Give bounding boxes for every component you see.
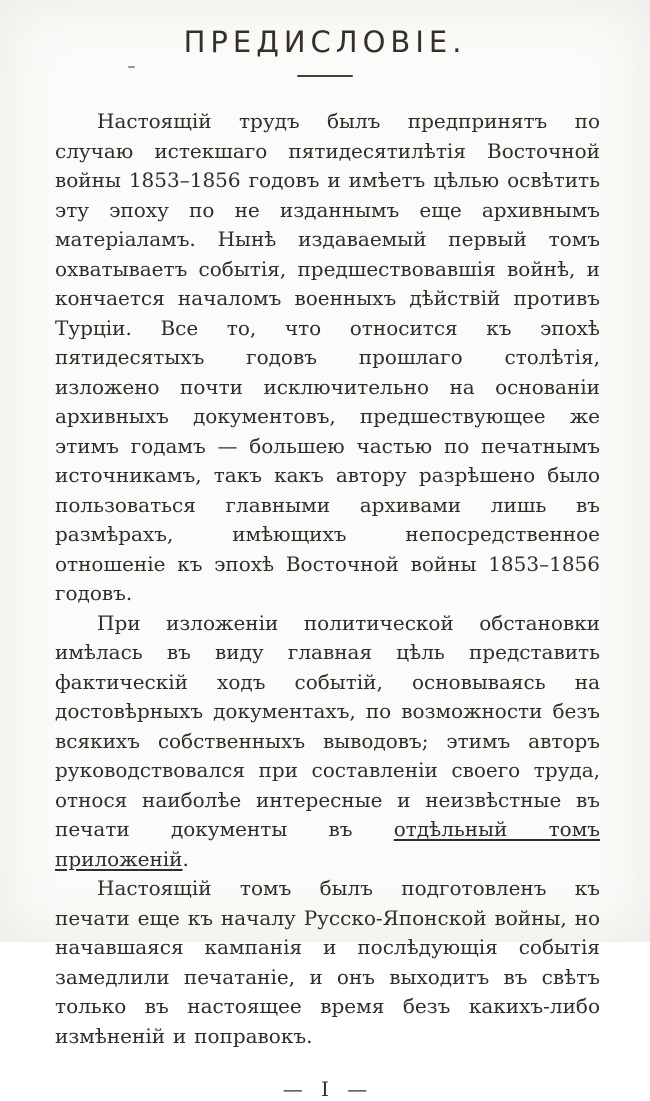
underlined-text: отдѣльный томъ приложеній <box>55 817 600 871</box>
scan-smudge-mark <box>128 66 135 68</box>
page-number: — I — <box>282 1077 368 1101</box>
paragraph-2-end: . <box>182 846 189 871</box>
paragraph-2-text: При изложеніи политической обстановки имѣлась въ виду главная цѣль представить фактическій ходъ событій, основываясь на достовѣрныхъ документахъ, по возможности безъ всякихъ собственныхъ выводовъ; этимъ авторъ руководствовался при составленіи своего труда, относя наиболѣе интересные и неизвѣстные въ печати документы въ <box>55 610 600 841</box>
paragraph-1: Настоящій трудъ былъ предпринятъ по случаю истекшаго пятидесятилѣтія Восточной войны 1853–1856 годовъ и имѣетъ цѣлью освѣтить эту эпоху по не изданнымъ еще архивнымъ матеріаламъ. Нынѣ издаваемый первый томъ охватываетъ событія, предшествовавшія войнѣ, и кончается началомъ военныхъ дѣйствій противъ Турціи. Все то, что относится къ эпохѣ пятидесятыхъ годовъ прошлаго столѣтія, изложено почти исключительно на основаніи архивныхъ документовъ, предшествующее же этимъ годамъ — большею частью по печатнымъ источникамъ, такъ какъ автору разрѣшено было пользоваться главными архивами лишь въ размѣрахъ, имѣющихъ непосредственное отношеніе къ эпохѣ Восточной войны 1853–1856 годовъ. <box>55 109 600 605</box>
paragraph-3: Настоящій томъ былъ подготовленъ къ печати еще къ началу Русско-Японской войны, но начавшаяся кампанія и послѣдующія событія замедлили печатаніе, и онъ выходитъ въ свѣтъ только въ настоящее время безъ какихъ-либо измѣненій и поправокъ. <box>55 876 600 1048</box>
page-title: ПРЕДИСЛОВІЕ. <box>183 25 467 59</box>
text-block <box>55 107 600 1051</box>
title-divider <box>297 75 353 77</box>
paragraph-2 <box>55 609 600 875</box>
